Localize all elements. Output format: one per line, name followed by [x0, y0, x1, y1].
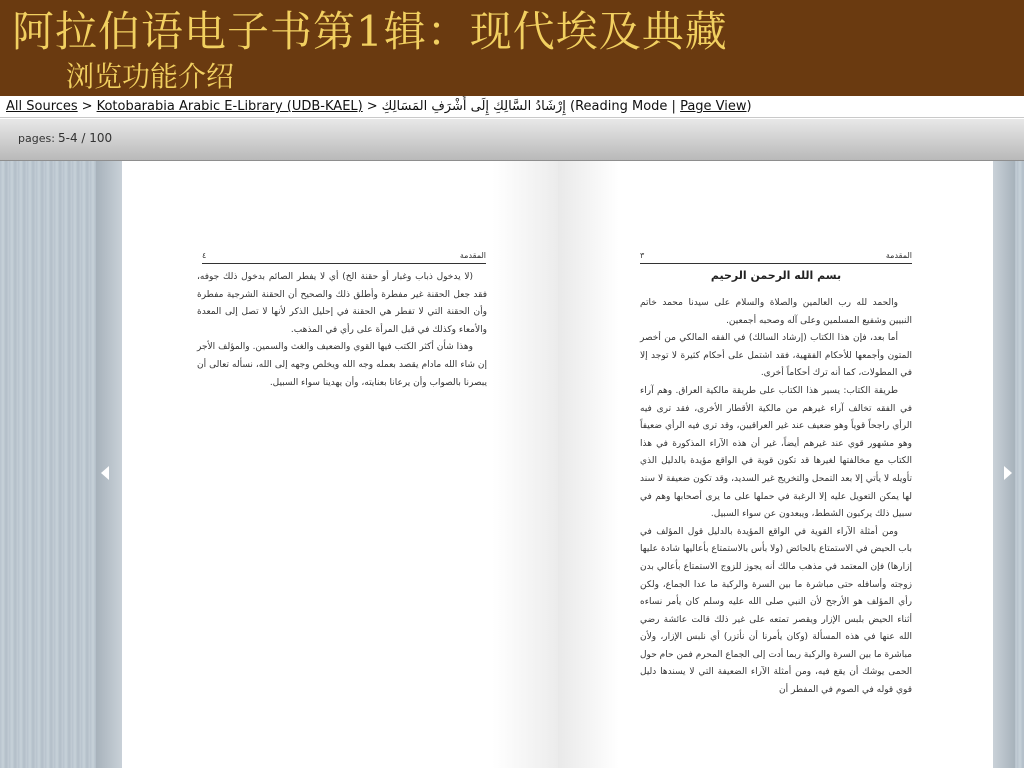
- page-header-title: المقدمة: [459, 251, 486, 260]
- page-paragraph: وهذا شأن أكثر الكتب فيها القوي والضعيف والغث والسمين. والمؤلف الأجر إن شاء الله مادام يقصد بعمله وجه الله ويخلص وجهه إلى الله، نسأله تعالى أن يبصرنا بالصواب وأن يرعانا بعنايته، وأن يهدينا سواء السبيل.: [197, 342, 487, 388]
- book-page-right: [558, 161, 993, 768]
- slide-title: 阿拉伯语电子书第1辑：现代埃及典藏: [12, 7, 728, 56]
- book-page-left: [122, 161, 558, 768]
- slide-subtitle: 浏览功能介绍: [66, 60, 235, 93]
- page-paragraph: ومن أمثلة الآراء القوية في الواقع المؤيدة بالدليل قول المؤلف في باب الحيض في الاستمتاع بالحائض (ولا بأس بالاستمتاع بأعاليها شادة عليها إزارها) فإن المعتمد في مذهب مالك أنه يجوز للزوج الاستمتاع بأعالي بدن زوجته وأسافله حتى مباشرة ما بين السرة والركبة ما عدا الجماع، ولكن رأي المؤلف هو الأرجح لأن النبي صلى الله عليه وسلم كان يأمر نساءه أثناء الحيض بلبس الإزار ويقصر تمتعه على غير ذلك قالت عائشة رضي الله عنها في هذه المسألة (وكان يأمرنا أن نأتزر) أي نلبس الإزار، ولأن مباشرة ما بين السرة والركبة ربما أدت إلى الجماع المحرم فمن حام حول الحمى يوشك أن يقع فيه، ومن أمثلة الآراء الضعيفة التي لا يسندها دليل قوي قوله في الصوم في المفطر أن: [640, 526, 912, 696]
- page-header: [640, 251, 912, 264]
- pages-indicator: 5-4 / 100: [58, 131, 113, 145]
- breadcrumb-library-link[interactable]: Kotobarabia Arabic E-Library (UDB-KAEL): [96, 99, 363, 114]
- breadcrumb-close-paren: ): [746, 99, 752, 114]
- page-view-link[interactable]: Page View: [680, 99, 747, 114]
- page-number: ٤: [202, 251, 207, 260]
- viewer-left-margin: [96, 161, 122, 768]
- page-paragraph: طريقة الكتاب: يسير هذا الكتاب على طريقة مالكية العراق. وهم آراء في الفقه تخالف آراء غيرهم من مالكية الأقطار الأخرى، فقد ترى فيه الرأي راجحاً قوياً وهو ضعيف عند غير العراقيين، وقد ترى فيه الرأي ضعيفاً وهو مشهور قوي عند غيرهم أيضاً، غير أن هذه الآراء المذكورة في هذا الكتاب مع مخالفتها لغيرها قد تكون قوية في الواقع مؤيدة بالدليل الذي تأويله لا يأتي إلا بعد التمحل والتخريج غير السديد، وقد تكون ضعيفة لا سند لها يمكن التعويل عليه إلا الرغبة في حملها على ما يرى أصحابها وهم في سبيل ذلك يركبون الشطط، ويبعدون عن سواء السبيل.: [640, 385, 912, 520]
- breadcrumb-separator: >: [366, 99, 378, 114]
- page-paragraph: والحمد لله رب العالمين والصلاة والسلام على سيدنا محمد خاتم النبيين وشفيع المسلمين وعلى آله وصحبه أجمعين.: [640, 298, 912, 326]
- slide-header: [0, 0, 1024, 96]
- page-header: [202, 251, 486, 264]
- page-paragraph: (لا يدخول ذباب وغبار أو حقنة الخ) أي لا يفطر الصائم بدخول ذلك جوفه، فقد جعل الحقنة غير مفطرة وأطلق ذلك والصحيح أن الحقنة الشرجية مفطرة وأن الحقنة التي لا تفطر هي الحقنة في إحليل الذكر لأنها لا تصل إلى المعدة والأمعاء وكذلك في قبل المرأة على رأي في المذهب.: [197, 272, 487, 335]
- book-viewer: [0, 161, 1024, 768]
- viewer-toolbar: [0, 119, 1024, 161]
- breadcrumb-book-title: إِرْشَادُ السَّالِكِ إِلَى أَشْرَفِ المَسَالِكِ: [381, 99, 566, 114]
- breadcrumb: [0, 96, 1024, 118]
- pages-label: pages:: [18, 132, 55, 145]
- chevron-right-icon[interactable]: [1004, 466, 1012, 480]
- page-number: ٣: [640, 251, 645, 260]
- reading-mode-label: (Reading Mode: [570, 99, 668, 114]
- breadcrumb-separator: >: [81, 99, 93, 114]
- viewer-right-margin: [993, 161, 1015, 768]
- page-paragraph: أما بعد، فإن هذا الكتاب (إرشاد السالك) في الفقه المالكي من أخصر المتون وأجمعها للأحكام الفقهية، فقد اشتمل على أحكام كثيرة لا توجد إلا في المطولات، كما أنه ترك أحكاماً أخرى.: [640, 333, 912, 379]
- breadcrumb-all-sources-link[interactable]: All Sources: [6, 99, 78, 114]
- breadcrumb-pipe: |: [671, 99, 676, 114]
- page-header-title: المقدمة: [885, 251, 912, 260]
- page-body: [197, 269, 487, 392]
- page-body: [640, 295, 912, 700]
- page-heading: بسم الله الرحمن الرحيم: [710, 269, 842, 282]
- chevron-left-icon[interactable]: [101, 466, 109, 480]
